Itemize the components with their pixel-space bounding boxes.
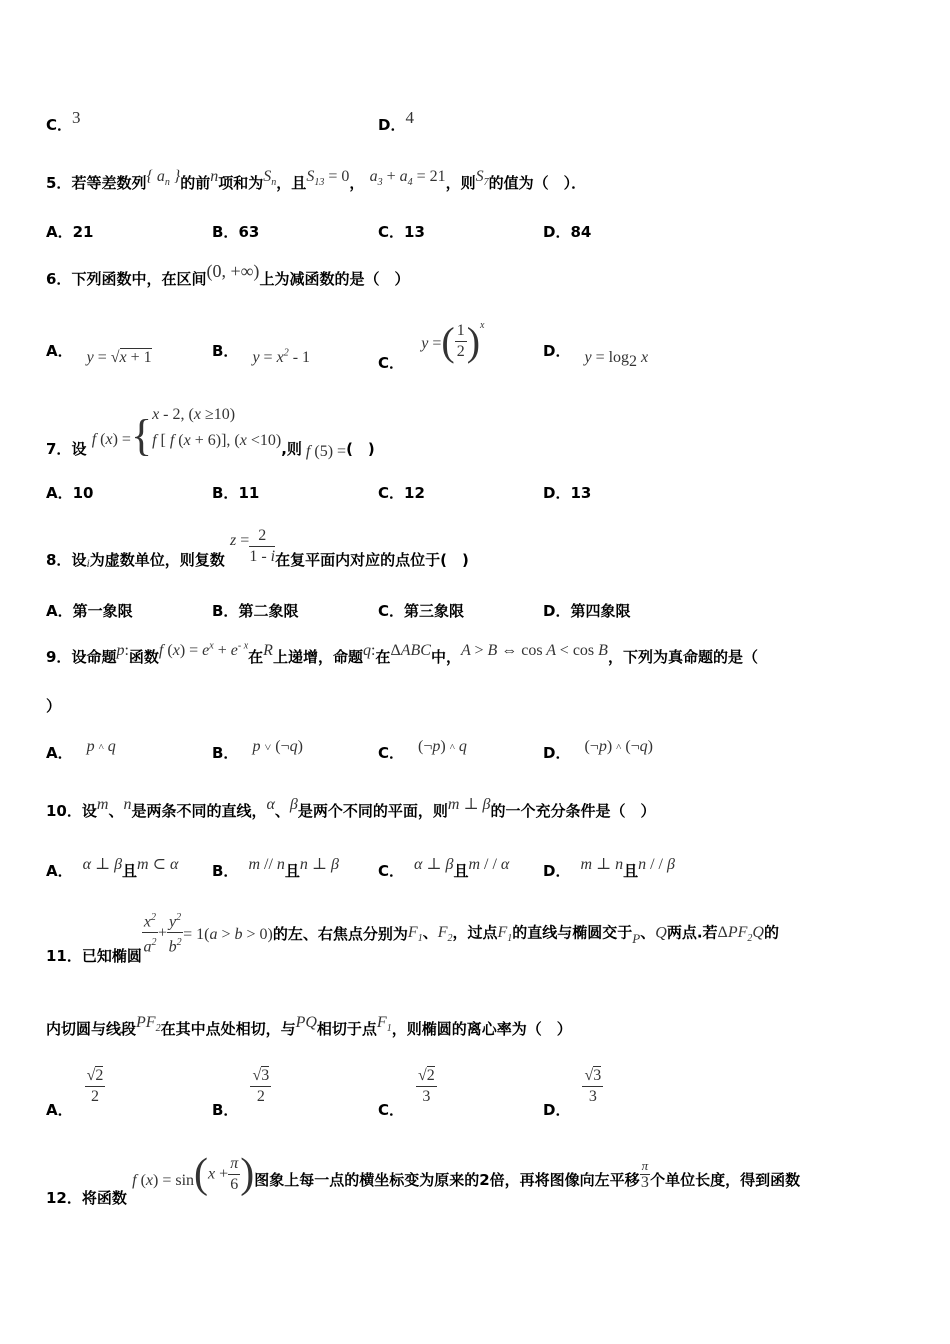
question-10: 10．设m、n是两条不同的直线，α、β是两个不同的平面，则m ⊥ β的一个充分条件是（ ） [46, 796, 656, 820]
q5-option-b: B．63 [212, 223, 260, 241]
q11-option-b: B． $\frac{√3}{2}$ [212, 1067, 270, 1119]
question-5: 5．若等差数列{ $a_n$ }的前n项和为$S_n$，且$S_{13} = 0$， $a_3 + a_4 = 21$，则$S_7$的值为（ ）． [46, 168, 587, 192]
q11-option-a: A． $\frac{√2}{2}$ [46, 1067, 104, 1119]
q6-option-b: B． $y = x^2 - 1$ [212, 342, 311, 366]
q10-option-a: A． α ⊥ β且m ⊂ α [46, 856, 179, 880]
q9-option-d: D． (¬p) ^ (¬q) [543, 738, 653, 762]
q9-option-c: C． (¬p) ^ q [378, 738, 467, 762]
q7-option-c: C．12 [378, 484, 425, 502]
q11-option-d: D． $\frac{√3}{3}$ [543, 1067, 602, 1119]
q10-option-c: C． α ⊥ β且m / / α [378, 856, 510, 880]
option-c-prev: C．3 [46, 108, 81, 134]
question-8: 8．设$_i$为虚数单位，则复数 z = $\frac{2}{1 - i}$ 在复平面内对应的点位于( ) [46, 527, 469, 570]
q6-option-d: D． $y = \log_2 x$ [543, 342, 649, 371]
question-6: 6．下列函数中，在区间(0, +∞)上为减函数的是（ ） [46, 261, 410, 288]
q6-option-c: C． y =( $\frac{1}{2}$ )$^x$ [378, 319, 485, 372]
question-11: 11．已知椭圆 $\frac{x^2}{a^2}$ + $\frac{y^2}{b^2}$ = 1(a > b > 0)的左、右焦点分别为$F_1$、$F_2$，过点$F_1$的直线与椭圆交于P、Q两点.若$\Delta PF_2Q$的 [46, 908, 779, 958]
q6-option-a: A． y = √x + 1 [46, 342, 152, 366]
q8-option-c: C．第三象限 [378, 602, 465, 620]
q9-option-b: B． p ˅ (¬q) [212, 738, 303, 762]
question-12: 12．将函数 f (x) = sin(x + $\frac{\pi}{6}$ )图象上每一点的横坐标变为原来的2倍，再将图像向左平移 $\frac{\pi}{3}$ 个单位长度，得到函数 [46, 1151, 801, 1207]
question-7: 7．设 f (x) ={ x - 2, (x ≥10) f [ f (x + 6)], (x <10) ,则 f (5) =( ) [46, 406, 375, 460]
q7-option-b: B．11 [212, 484, 260, 502]
question-9-line2: ） [46, 697, 62, 715]
option-d-prev: D．4 [378, 108, 414, 134]
q10-option-b: B． m // n且n ⊥ β [212, 856, 339, 880]
q5-option-c: C．13 [378, 223, 425, 241]
q8-option-b: B．第二象限 [212, 602, 299, 620]
q8-option-a: A．第一象限 [46, 602, 133, 620]
q9-option-a: A． p ^ q [46, 738, 116, 762]
q10-option-d: D． m ⊥ n且n / / β [543, 856, 675, 880]
question-9: 9．设命题p:函数f $(x) = e^x + e^{- x}$在R上递增，命题q:在ΔABC中，A > B ⇔ cos A < cos B，下列为真命题的是（ [46, 640, 758, 666]
q5-option-d: D．84 [543, 223, 592, 241]
question-11-line2: 内切圆与线段$PF_2$在其中点处相切，与PQ相切于点$F_1$，则椭圆的离心率为（ ） [46, 1014, 572, 1038]
q8-option-d: D．第四象限 [543, 602, 631, 620]
q7-option-d: D．13 [543, 484, 592, 502]
q5-option-a: A．21 [46, 223, 94, 241]
q11-option-c: C． $\frac{√2}{3}$ [378, 1067, 435, 1119]
q7-option-a: A．10 [46, 484, 94, 502]
